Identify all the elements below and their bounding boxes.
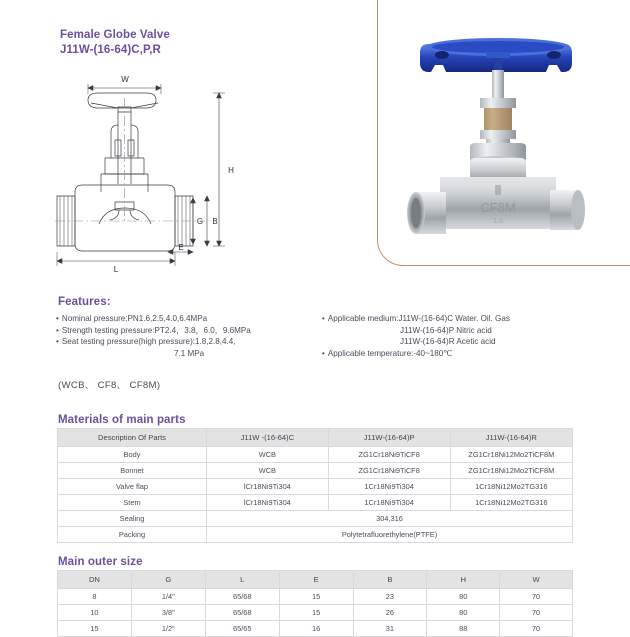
size-value: 80 — [427, 605, 500, 621]
size-table — [57, 570, 573, 637]
material-value: ZG1Cr18Ni9TiCF8 — [328, 463, 450, 479]
size-value: 65/65 — [205, 621, 279, 637]
column-header: E — [279, 571, 353, 589]
size-value: 80 — [427, 589, 500, 605]
table-row — [58, 447, 573, 463]
product-name: Female Globe Valve — [60, 29, 170, 41]
feature-text: Strength testing pressure:PT2.4，3.8，6.0，9.6MPa — [61, 325, 251, 335]
part-name: Bonnet — [58, 463, 207, 479]
table-header-row — [58, 571, 573, 589]
column-header: J11W -(16-64)C — [207, 429, 329, 447]
dimension-label-b: B — [212, 217, 218, 226]
material-value: 1Cr18Ni12Mo2TG316 — [450, 479, 572, 495]
feature-item — [56, 313, 251, 325]
feature-item — [56, 336, 251, 348]
material-value: Polytetrafluorethylene(PTFE) — [207, 527, 573, 543]
size-value: 1/2" — [131, 621, 205, 637]
column-header: B — [353, 571, 427, 589]
table-row — [58, 495, 573, 511]
dimension-label-l: L — [113, 265, 119, 274]
column-header: L — [205, 571, 279, 589]
material-value: 1Cr18Ni9Ti304 — [328, 495, 450, 511]
features-list-right — [322, 313, 510, 359]
size-value: 3/8" — [131, 605, 205, 621]
feature-continuation: J11W-(16-64)R Acetic acid — [400, 337, 496, 347]
svg-text:1.6: 1.6 — [493, 218, 503, 225]
handwheel-graphic — [420, 38, 572, 72]
feature-text: Nominal pressure:PN1.6,2.5,4.0,6.4MPa — [61, 314, 208, 323]
size-value: 26 — [353, 605, 427, 621]
feature-continuation: 7.1 MPa — [174, 348, 205, 358]
column-header: J11W-(16-64)P — [328, 429, 450, 447]
column-header: Description Of Parts — [58, 429, 207, 447]
size-value: 15 — [279, 605, 353, 621]
material-value: ZG1Cr18Ni12Mo2TiCF8M — [450, 447, 572, 463]
features-list-left — [56, 313, 251, 359]
feature-item — [322, 313, 510, 325]
dimension-label-g: G — [196, 217, 204, 226]
part-name: Stem — [58, 495, 207, 511]
photo-frame-rule — [400, 265, 630, 266]
stem-graphic — [492, 70, 504, 98]
bullet-icon: • — [56, 337, 59, 347]
table-row — [58, 605, 573, 621]
materials-table — [57, 428, 573, 543]
feature-item — [322, 348, 510, 360]
column-header: DN — [58, 571, 132, 589]
material-value: lCr18Ni9Ti304 — [207, 479, 329, 495]
dimension-label-e: E — [178, 243, 184, 252]
table-row — [58, 511, 573, 527]
material-value: WCB — [207, 447, 329, 463]
dimension-label-w: W — [121, 75, 129, 84]
material-value: WCB — [207, 463, 329, 479]
technical-drawing — [55, 74, 245, 274]
size-value: 70 — [500, 621, 573, 637]
bullet-icon: • — [56, 314, 59, 323]
part-name: Valve flap — [58, 479, 207, 495]
size-value: 1/4" — [131, 589, 205, 605]
column-header: J11W-(16-64)R — [450, 429, 572, 447]
gland-graphic — [480, 98, 516, 147]
product-photo — [398, 22, 598, 262]
size-value: 88 — [427, 621, 500, 637]
valve-body-graphic — [407, 158, 585, 234]
column-header: G — [131, 571, 205, 589]
bullet-icon: • — [56, 325, 59, 335]
size-value: 70 — [500, 605, 573, 621]
size-value: 15 — [58, 621, 132, 637]
size-value: 10 — [58, 605, 132, 621]
part-name: Sealing — [58, 511, 207, 527]
dimension-label-h: H — [228, 166, 234, 175]
material-value: ZG1Cr18Ni9TiCF8 — [328, 447, 450, 463]
bullet-icon: • — [322, 348, 325, 358]
material-value: 1Cr18Ni9Ti304 — [328, 479, 450, 495]
part-name: Packing — [58, 527, 207, 543]
size-value: 16 — [279, 621, 353, 637]
product-model: J11W-(16-64)C,P,R — [60, 44, 161, 56]
size-heading: Main outer size — [58, 556, 143, 568]
material-value: ZG1Cr18Ni12Mo2TiCF8M — [450, 463, 572, 479]
material-value: lCr18Ni9Ti304 — [207, 495, 329, 511]
size-value: 15 — [279, 589, 353, 605]
materials-heading: Materials of main parts — [58, 414, 186, 426]
svg-text:CF8M: CF8M — [480, 200, 516, 215]
size-value: 8 — [58, 589, 132, 605]
feature-item — [56, 325, 251, 337]
feature-text: Applicable temperature:-40~180℃ — [327, 348, 453, 358]
features-heading: Features: — [58, 296, 111, 308]
column-header: H — [427, 571, 500, 589]
feature-text: Seat testing pressure(high pressure):1.8,2.8,4.4, — [61, 337, 236, 347]
size-value: 65/68 — [205, 589, 279, 605]
size-value: 23 — [353, 589, 427, 605]
table-header-row — [58, 429, 573, 447]
page-title — [60, 28, 170, 58]
size-value: 65/68 — [205, 605, 279, 621]
table-row — [58, 479, 573, 495]
feature-continuation: J11W-(16-64)P Nitric acid — [400, 325, 492, 335]
size-value: 70 — [500, 589, 573, 605]
column-header: W — [500, 571, 573, 589]
material-value: 304,316 — [207, 511, 573, 527]
table-row — [58, 621, 573, 637]
size-value: 31 — [353, 621, 427, 637]
part-name: Body — [58, 447, 207, 463]
alloy-grade-note: (WCB、 CF8、 CF8M) — [58, 380, 161, 391]
table-row — [58, 463, 573, 479]
table-row — [58, 527, 573, 543]
table-row — [58, 589, 573, 605]
material-value: 1Cr18Ni12Mo2TG316 — [450, 495, 572, 511]
bullet-icon: • — [322, 314, 325, 323]
feature-text: Applicable medium:J11W-(16-64)C Water. Oil. Gas — [327, 314, 510, 323]
